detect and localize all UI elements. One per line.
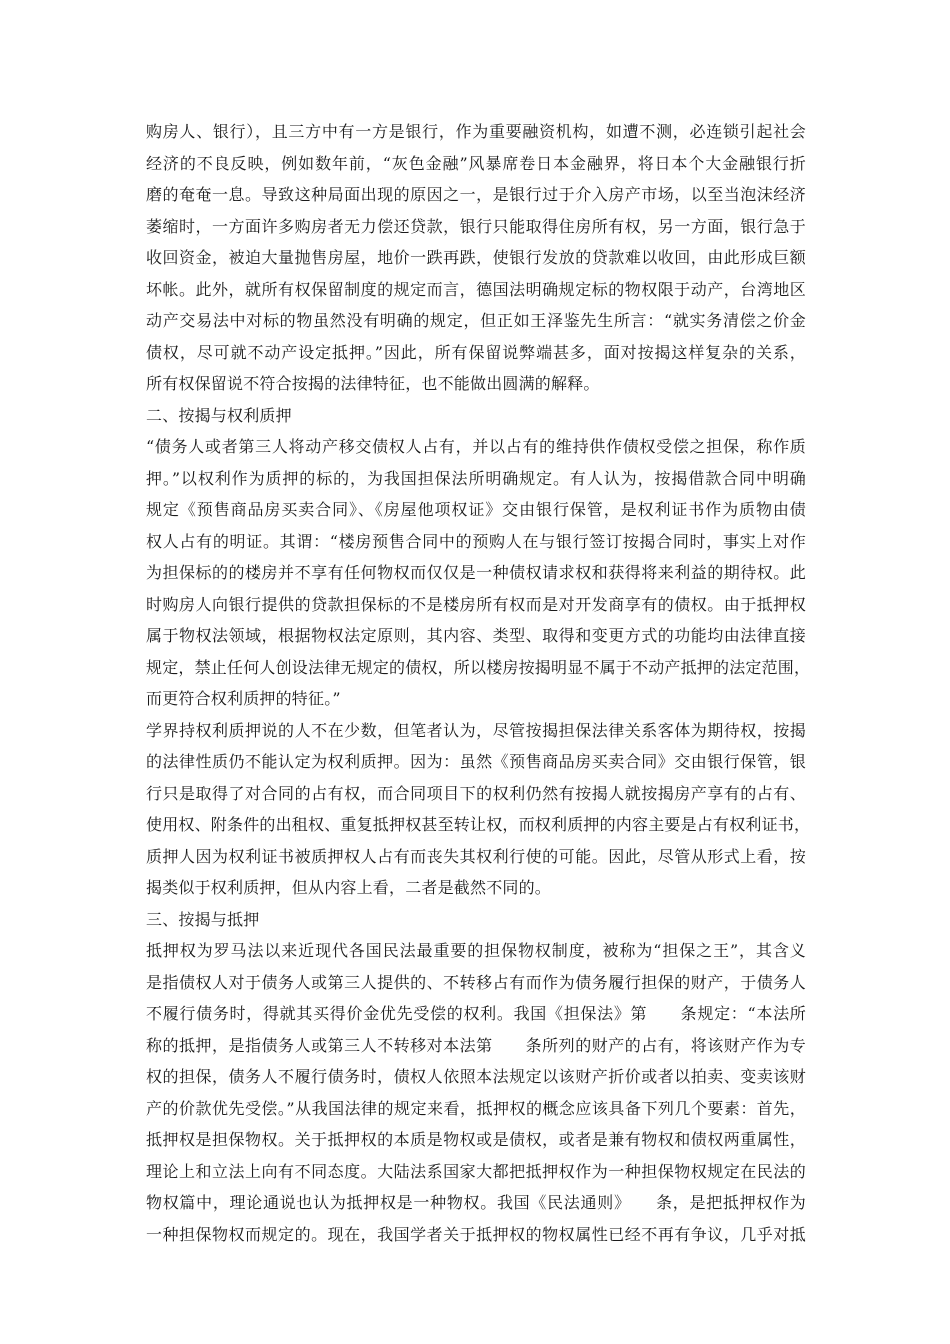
text-line: 规定《预售商品房买卖合同》、《房屋他项权证》交由银行保管，是权利证书作为质物由债 <box>146 500 806 519</box>
text-line: 抵押权为罗马法以来近现代各国民法最重要的担保物权制度，被称为“担保之王”，其含义 <box>146 941 806 960</box>
text-line: 磨的奄奄一息。导致这种局面出现的原因之一，是银行过于介入房产市场，以至当泡沫经济 <box>146 185 806 204</box>
text-line: 的法律性质仍不能认定为权利质押。因为：虽然《预售商品房买卖合同》交由银行保管，银 <box>146 752 806 771</box>
text-line: 物权篇中，理论通说也认为抵押权是一种物权。我国《民法通则》 条，是把抵押权作为 <box>146 1193 806 1212</box>
text-line: 学界持权利质押说的人不在少数，但笔者认为，尽管按揭担保法律关系客体为期待权，按揭 <box>146 720 806 740</box>
text-line: “债务人或者第三人将动产移交债权人占有，并以占有的维持供作债权受偿之担保，称作质 <box>146 437 806 456</box>
text-line: 时购房人向银行提供的贷款担保标的不是楼房所有权而是对开发商享有的债权。由于抵押权 <box>146 594 806 614</box>
text-line: 经济的不良反映，例如数年前，“灰色金融”风暴席卷日本金融界，将日本个大金融银行折 <box>146 153 806 173</box>
text-line: 所有权保留说不符合按揭的法律特征，也不能做出圆满的解释。 <box>146 374 600 393</box>
text-line: 称的抵押，是指债务人或第三人不转移对本法第 条所列的财产的占有，将该财产作为专 <box>146 1035 806 1055</box>
text-line: 权人占有的明证。其谓：“楼房预售合同中的预购人在与银行签订按揭合同时，事实上对作 <box>146 531 806 551</box>
section-heading: 二、按揭与权利质押 <box>146 405 292 425</box>
text-line: 质押人因为权利证书被质押权人占有而丧失其权利行使的可能。因此，尽管从形式上看，按 <box>146 846 806 866</box>
text-line: 揭类似于权利质押，但从内容上看，二者是截然不同的。 <box>146 878 552 897</box>
text-line: 萎缩时，一方面许多购房者无力偿还贷款，银行只能取得住房所有权，另一方面，银行急于 <box>146 216 806 236</box>
document-body <box>146 116 811 1250</box>
text-line: 使用权、附条件的出租权、重复抵押权甚至转让权，而权利质押的内容主要是占有权利证书， <box>146 815 811 834</box>
text-line: 规定，禁止任何人创设法律无规定的债权，所以楼房按揭明显不属于不动产抵押的法定范围， <box>146 657 811 677</box>
text-line: 动产交易法中对标的物虽然没有明确的规定，但正如王泽鉴先生所言：“就实务清偿之价金 <box>146 311 806 330</box>
text-line: 行只是取得了对合同的占有权，而合同项目下的权利仍然有按揭人就按揭房产享有的占有、 <box>146 783 806 803</box>
text-line: 而更符合权利质押的特征。” <box>146 689 341 708</box>
text-line: 一种担保物权而规定的。现在，我国学者关于抵押权的物权属性已经不再有争议，几乎对抵 <box>146 1224 806 1244</box>
text-line: 为担保标的的楼房并不享有任何物权而仅仅是一种债权请求权和获得将来利益的期待权。此 <box>146 563 806 582</box>
section-heading: 三、按揭与抵押 <box>146 909 260 929</box>
text-line: 是指债权人对于债务人或第三人提供的、不转移占有而作为债务履行担保的财产，于债务人 <box>146 972 806 992</box>
text-line: 属于物权法领域，根据物权法定原则，其内容、类型、取得和变更方式的功能均由法律直接 <box>146 626 806 645</box>
text-line: 债权，尽可就不动产设定抵押。”因此，所有保留说弊端甚多，面对按揭这样复杂的关系， <box>146 342 806 362</box>
text-line: 抵押权是担保物权。关于抵押权的本质是物权或是债权，或者是兼有物权和债权两重属性， <box>146 1130 806 1149</box>
text-line: 押。”以权利作为质押的标的，为我国担保法所明确规定。有人认为，按揭借款合同中明确 <box>146 468 806 488</box>
text-line: 不履行债务时，得就其买得价金优先受偿的权利。我国《担保法》第 条规定：“本法所 <box>146 1004 806 1023</box>
text-line: 收回资金，被迫大量抛售房屋，地价一跌再跌，使银行发放的贷款难以收回，由此形成巨额 <box>146 248 806 267</box>
text-line: 坏帐。此外，就所有权保留制度的规定而言，德国法明确规定标的物权限于动产，台湾地区 <box>146 279 806 299</box>
text-line: 权的担保，债务人不履行债务时，债权人依照本法规定以该财产折价或者以拍卖、变卖该财 <box>146 1067 806 1086</box>
text-line: 购房人、银行），且三方中有一方是银行，作为重要融资机构，如遭不测，必连锁引起社会 <box>146 122 806 141</box>
text-line: 产的价款优先受偿。”从我国法律的规定来看，抵押权的概念应该具备下列几个要素：首先， <box>146 1098 806 1118</box>
text-line: 理论上和立法上向有不同态度。大陆法系国家大都把抵押权作为一种担保物权规定在民法的 <box>146 1161 806 1181</box>
